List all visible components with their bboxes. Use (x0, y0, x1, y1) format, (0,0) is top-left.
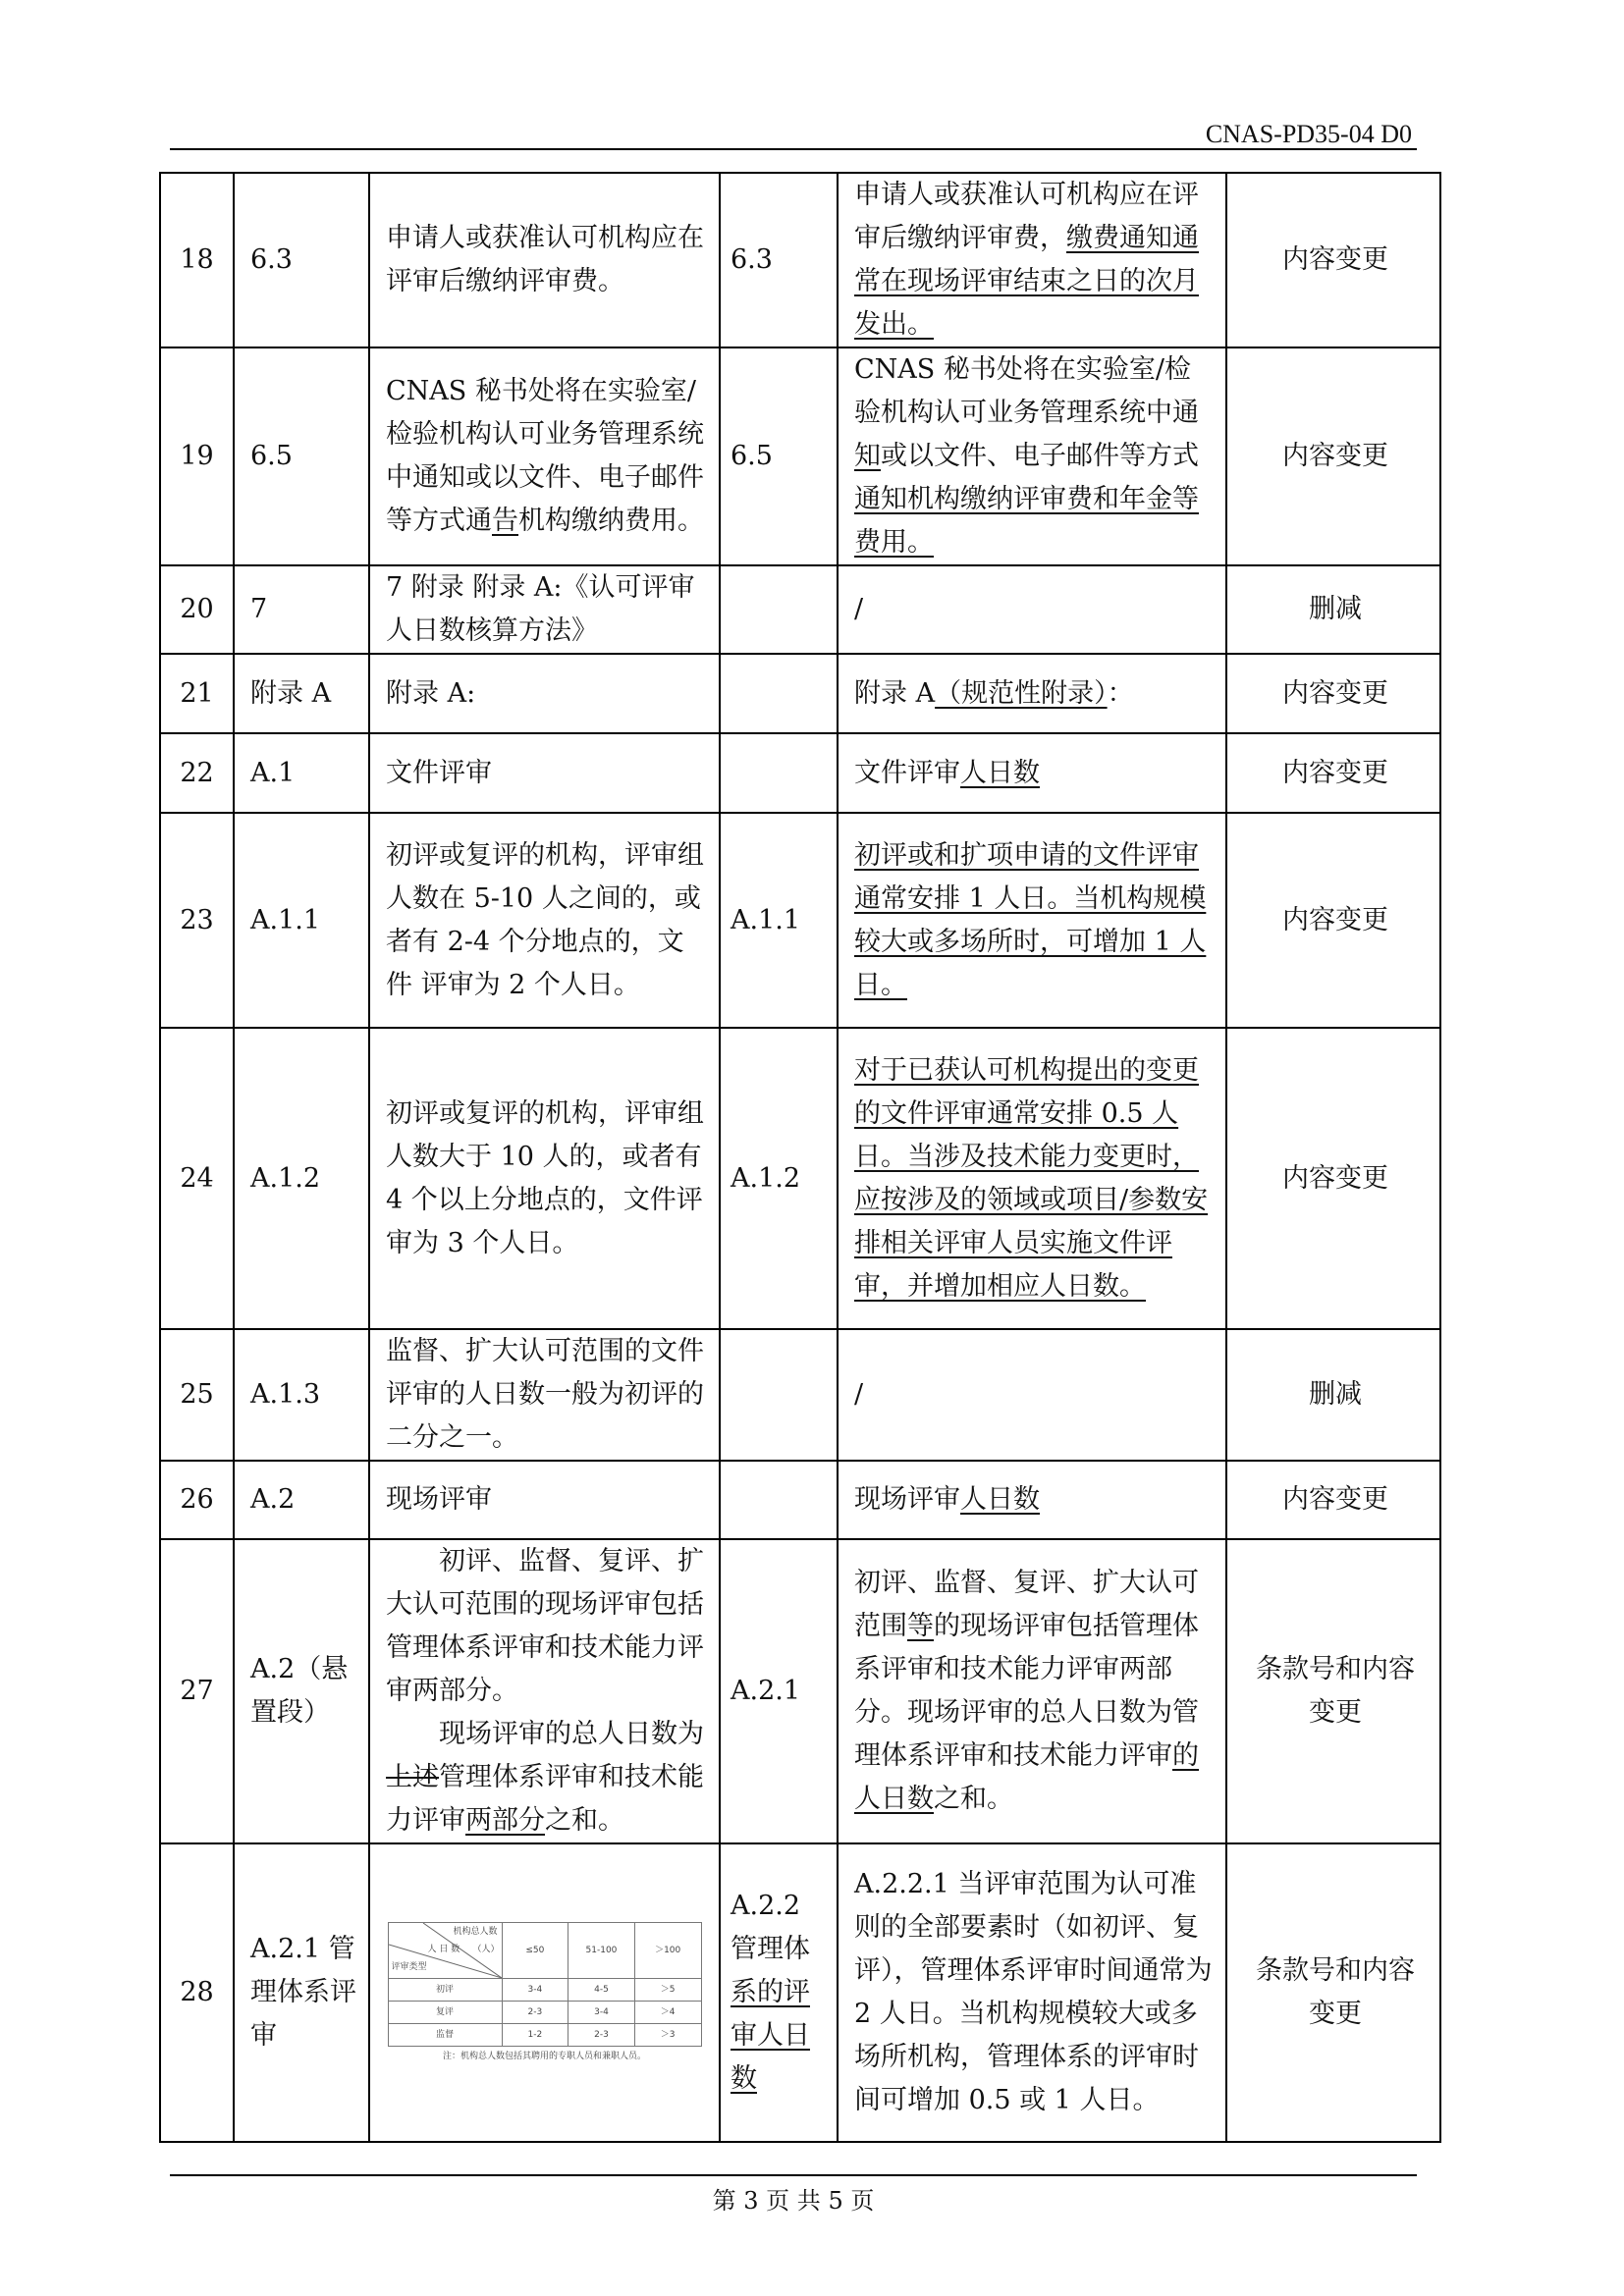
old-text (369, 1461, 720, 1539)
old-text (369, 813, 720, 1028)
underlined-text: （规范性附录） (935, 677, 1108, 709)
text-run: / (854, 1379, 864, 1410)
old-text (369, 733, 720, 813)
new-clause (720, 1843, 838, 2142)
change-type: 删减 (1226, 565, 1440, 654)
column-header: 51-100 (568, 1923, 635, 1979)
diagonal-label: （人） (472, 1945, 500, 1954)
text-run: A.2.2 管理体 (731, 1891, 810, 1964)
text-run: 监督、扩大认可范围的文件评审的人日数一般为初评的二分之一。 (386, 1336, 704, 1453)
text-run: 的现场评审包括管理体系评审和技术能力评审两部分。现场评审的总人日数为管理体系评审和技术能力评审 (854, 1611, 1199, 1771)
change-type: 内容变更 (1226, 1028, 1440, 1329)
row-number: 24 (160, 1028, 234, 1329)
table-row (160, 733, 1440, 813)
old-text (369, 1329, 720, 1461)
new-clause (720, 1329, 838, 1461)
new-text (838, 733, 1226, 813)
change-type: 内容变更 (1226, 813, 1440, 1028)
new-text (838, 1461, 1226, 1539)
table-cell: 3-4 (568, 2002, 635, 2024)
new-clause (720, 654, 838, 733)
underlined-text: 人日数 (960, 757, 1040, 788)
text-run: 或以文件、电子邮件等方式 (881, 441, 1199, 471)
table-row (160, 654, 1440, 733)
old-clause: A.2.1 管理体系评审 (234, 1843, 369, 2142)
text-run: 文件评审 (386, 757, 492, 788)
table-cell: ＞3 (634, 2024, 701, 2047)
table-row (388, 2024, 701, 2047)
page-number: 第 3 页 共 5 页 (712, 2187, 875, 2215)
underlined-text: 知 (854, 441, 881, 471)
header-divider (170, 148, 1417, 150)
text-run: ： (1107, 677, 1134, 709)
text-run: 申请人或获准认可机构应在评审后缴纳评审费。 (386, 223, 704, 296)
old-text (369, 654, 720, 733)
old-text (369, 173, 720, 347)
old-clause: A.1.1 (234, 813, 369, 1028)
new-clause: A.1.2 (720, 1028, 838, 1329)
text-run: 申请人或获准认可机构应在评审后缴纳评审费， (854, 180, 1199, 253)
new-text (838, 347, 1226, 565)
new-clause (720, 565, 838, 654)
text-run: 现场评审的总人日数为 (439, 1719, 704, 1749)
new-clause: 6.5 (720, 347, 838, 565)
table-row (160, 1539, 1440, 1843)
text-run: / (854, 594, 864, 624)
table-row (160, 1329, 1440, 1461)
table-cell: 4-5 (568, 1979, 635, 2002)
underlined-text: 人日数 (960, 1484, 1040, 1515)
footer-divider (170, 2174, 1417, 2176)
table-row (160, 1028, 1440, 1329)
change-type: 内容变更 (1226, 654, 1440, 733)
table-row (160, 565, 1440, 654)
diagonal-label: 人 日 数 (427, 1945, 460, 1954)
text-run: 机构缴纳费用。 (518, 506, 704, 536)
text-run: 7 附录 附录 A:《认可评审人日数核算方法》 (386, 572, 695, 646)
table-note: 注：机构总人数包括其聘用的专职人员和兼职人员。 (442, 2052, 646, 2061)
change-type: 条款号和内容变更 (1226, 1843, 1440, 2142)
text-run: 之和。 (545, 1805, 624, 1836)
underlined-text: 通知机构缴纳评审费和年金等费用。 (854, 484, 1199, 558)
underlined-text: 缴费通知通常在现场评审结束之日的次月发出。 (854, 223, 1199, 340)
old-clause: 附录 A (234, 654, 369, 733)
diagonal-label: 机构总人数 (453, 1927, 498, 1937)
underlined-text: 等 (907, 1611, 934, 1641)
new-clause: 6.3 (720, 173, 838, 347)
old-clause: 6.5 (234, 347, 369, 565)
table-cell: ＞5 (634, 1979, 701, 2002)
paragraph (386, 1540, 707, 1713)
new-text (838, 173, 1226, 347)
table-cell: 2-3 (568, 2024, 635, 2047)
person-day-table (388, 1922, 702, 2047)
text-run: 初评、监督、复评、扩大认可范围的现场评审包括管理体系评审和技术能力评审两部分。 (386, 1546, 704, 1706)
table-row (160, 813, 1440, 1028)
new-clause (720, 733, 838, 813)
table-row (160, 1461, 1440, 1539)
old-text (369, 1028, 720, 1329)
text-run: 附录 A: (386, 677, 476, 709)
new-clause: A.2.1 (720, 1539, 838, 1843)
old-text (369, 1539, 720, 1843)
fee-table-image (388, 1922, 702, 2063)
struck-text: 上述 (386, 1762, 439, 1792)
old-text (369, 347, 720, 565)
table-row (388, 1979, 701, 2002)
old-clause: 7 (234, 565, 369, 654)
text-run: 文件评审 (854, 757, 960, 788)
column-header: ≤50 (502, 1923, 568, 1979)
old-clause: A.1 (234, 733, 369, 813)
underlined-text: 告 (492, 506, 518, 536)
diagonal-header (388, 1923, 502, 1979)
old-clause: A.1.3 (234, 1329, 369, 1461)
table-row (160, 347, 1440, 565)
new-text (838, 813, 1226, 1028)
text-run: 现场评审 (854, 1484, 960, 1515)
table-row (160, 1843, 1440, 2142)
text-run: 初评、监督、复评、扩大认可范围 (854, 1568, 1199, 1641)
new-text (838, 565, 1226, 654)
change-type: 内容变更 (1226, 733, 1440, 813)
table-cell: 初评 (388, 1979, 502, 2002)
revision-comparison-table (159, 172, 1441, 2143)
underlined-text: 初评或和扩项申请的文件评审通常安排 1 人日。当机构规模较大或多场所时，可增加 1 人日。 (854, 839, 1207, 1000)
text-run: A.2.2.1 当评审范围为认可准则的全部要素时（如初评、复评），管理体系评审时间通常为 2 人日。当机构规模较大或多场所机构，管理体系的评审时间可增加 0.5 或 1 人日。 (854, 1869, 1213, 2115)
row-number: 28 (160, 1843, 234, 2142)
new-clause (720, 1461, 838, 1539)
new-text (838, 654, 1226, 733)
new-clause: A.1.1 (720, 813, 838, 1028)
underlined-text: 两部分 (465, 1805, 545, 1836)
old-text (369, 565, 720, 654)
old-clause: A.2（悬置段） (234, 1539, 369, 1843)
underlined-text: 对于已获认可机构提出的变更的文件评审通常安排 0.5 人日。当涉及技术能力变更时，应按涉及的领域或项目/参数安排相关评审人员实施文件评审，并增加相应人日数。 (854, 1054, 1209, 1302)
table-cell: 监督 (388, 2024, 502, 2047)
change-type: 删减 (1226, 1329, 1440, 1461)
table-cell: 2-3 (502, 2002, 568, 2024)
row-number: 19 (160, 347, 234, 565)
old-clause: A.1.2 (234, 1028, 369, 1329)
text-run: 现场评审 (386, 1484, 492, 1515)
change-type: 条款号和内容变更 (1226, 1539, 1440, 1843)
new-text (838, 1329, 1226, 1461)
new-text (838, 1539, 1226, 1843)
old-clause: A.2 (234, 1461, 369, 1539)
text-run: 初评或复评的机构，评审组人数大于 10 人的，或者有 4 个以上分地点的，文件评 审为 3 个人日。 (386, 1097, 704, 1258)
row-number: 20 (160, 565, 234, 654)
row-number: 23 (160, 813, 234, 1028)
paragraph (386, 1713, 707, 1842)
row-number: 26 (160, 1461, 234, 1539)
text-run: CNAS 秘书处将在实验室/检验机构认可业务管理系统中通知或以文件、电子邮件等方式通 (386, 376, 704, 536)
diagonal-label: 评审类型 (391, 1962, 427, 1972)
text-run: 附录 A (854, 677, 936, 709)
text-run: CNAS 秘书处将在实验室/检验机构认可业务管理系统中通 (854, 354, 1199, 428)
row-number: 27 (160, 1539, 234, 1843)
new-text (838, 1843, 1226, 2142)
table-row (388, 2002, 701, 2024)
change-type: 内容变更 (1226, 173, 1440, 347)
text-run: 管理体系评审和技术能力评审 (386, 1762, 704, 1836)
change-type: 内容变更 (1226, 1461, 1440, 1539)
text-run: 之和。 (934, 1784, 1013, 1814)
old-text (369, 1843, 720, 2142)
new-text (838, 1028, 1226, 1329)
table-cell: 3-4 (502, 1979, 568, 2002)
row-number: 22 (160, 733, 234, 813)
table-cell: 复评 (388, 2002, 502, 2024)
table-row (160, 173, 1440, 347)
old-clause: 6.3 (234, 173, 369, 347)
change-type: 内容变更 (1226, 347, 1440, 565)
document-code: CNAS-PD35-04 D0 (1205, 120, 1412, 148)
column-header: ＞100 (634, 1923, 701, 1979)
underlined-text: 的人日数 (854, 1740, 1199, 1814)
table-cell: ＞4 (634, 2002, 701, 2024)
row-number: 21 (160, 654, 234, 733)
row-number: 18 (160, 173, 234, 347)
text-run: 初评或复评的机构，评审组人数在 5-10 人之间的，或者有 2-4 个分地点的，文件 评审为 2 个人日。 (386, 839, 704, 1000)
underlined-text: 系的评审人日数 (731, 1977, 810, 2094)
row-number: 25 (160, 1329, 234, 1461)
table-cell: 1-2 (502, 2024, 568, 2047)
